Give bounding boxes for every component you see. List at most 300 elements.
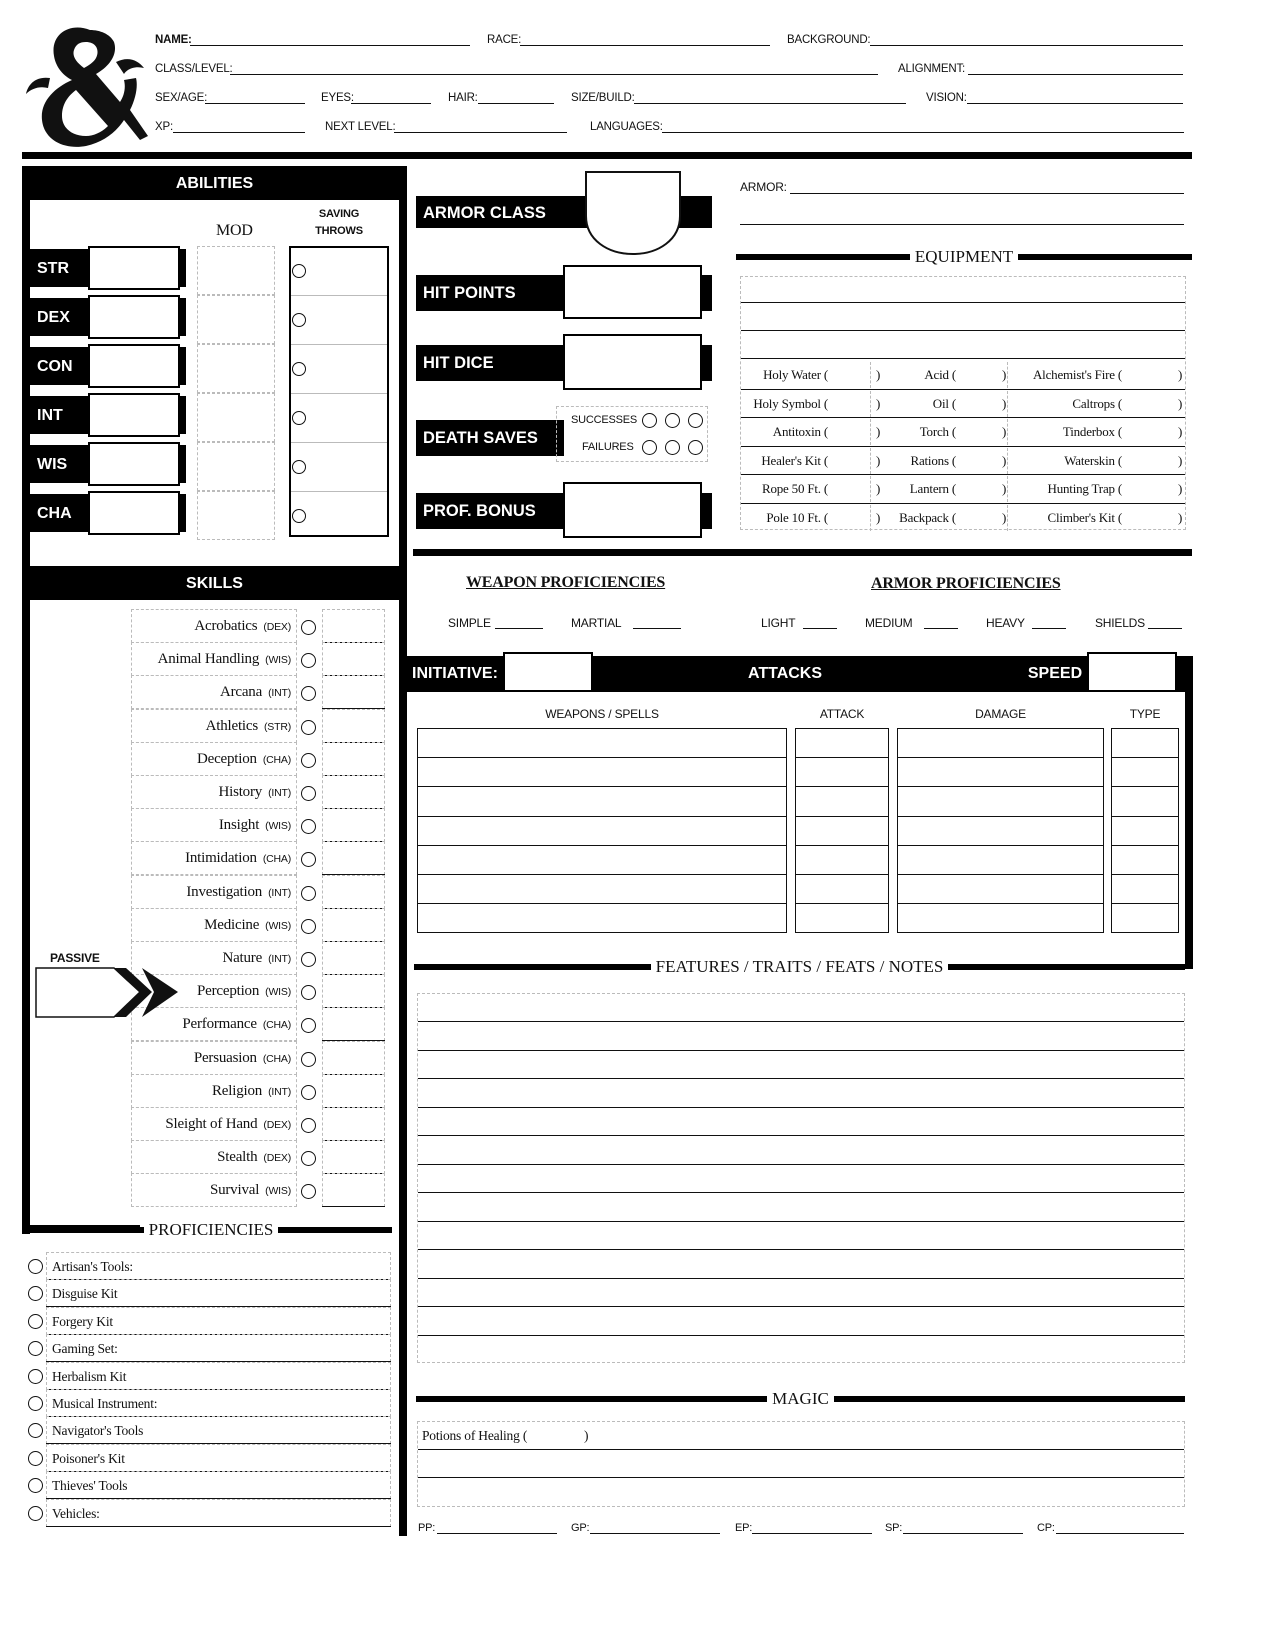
ability-mod-box[interactable] xyxy=(197,442,275,491)
skill-name: Animal Handling xyxy=(157,651,260,668)
saving-throw-divider xyxy=(291,491,387,492)
saving-throw-proficiency-circle[interactable] xyxy=(292,264,306,278)
proficiency-label: Vehicles: xyxy=(52,1505,100,1521)
languages-field[interactable] xyxy=(662,132,1184,133)
skill-label xyxy=(131,719,291,734)
armor-class-shield[interactable] xyxy=(584,170,682,256)
simple-field[interactable] xyxy=(495,628,543,629)
sp-label: SP: xyxy=(885,1522,903,1534)
equipment-close-paren: ) xyxy=(876,424,881,440)
skill-proficiency-circle[interactable] xyxy=(301,686,316,701)
medium-field[interactable] xyxy=(924,628,958,629)
equipment-line-3[interactable] xyxy=(741,358,1185,359)
skill-name: Survival xyxy=(209,1182,260,1199)
skill-bonus-box[interactable] xyxy=(322,1007,385,1041)
equipment-row-line xyxy=(741,503,1185,504)
attack-row-line[interactable] xyxy=(417,845,787,846)
proficiency-circle[interactable] xyxy=(28,1314,43,1329)
skill-label xyxy=(131,619,291,634)
skill-name: Persuasion xyxy=(193,1049,257,1066)
proficiency-label: Thieves' Tools xyxy=(52,1478,128,1494)
skill-label xyxy=(131,1117,291,1132)
equipment-close-paren: ) xyxy=(876,395,881,411)
magic-box xyxy=(417,1421,1185,1507)
attack-row-line[interactable] xyxy=(417,903,787,904)
equipment-item-label[interactable]: Holy Water ( xyxy=(763,367,828,382)
skill-proficiency-circle[interactable] xyxy=(301,985,316,1000)
attack-row-line[interactable] xyxy=(897,816,1104,817)
ep-label: EP: xyxy=(735,1522,753,1534)
feature-line[interactable] xyxy=(418,1078,1184,1079)
equipment-line-1[interactable] xyxy=(741,302,1185,303)
skill-proficiency-circle[interactable] xyxy=(301,1018,316,1033)
attacks-title: ATTACKS xyxy=(747,665,823,682)
skill-ability: (CHA) xyxy=(262,1019,291,1032)
shields-label: SHIELDS xyxy=(1095,616,1145,630)
skill-bonus-underline xyxy=(322,1206,385,1207)
skill-proficiency-circle[interactable] xyxy=(301,1118,316,1133)
skill-proficiency-circle[interactable] xyxy=(301,620,316,635)
equipment-item-label[interactable]: Alchemist's Fire ( xyxy=(1032,367,1122,382)
skill-bonus-box[interactable] xyxy=(322,875,385,909)
heavy-field[interactable] xyxy=(1032,628,1066,629)
proficiencies-heading: PROFICIENCIES xyxy=(30,1221,392,1238)
proficiency-circle[interactable] xyxy=(28,1396,43,1411)
features-box xyxy=(417,993,1185,1363)
skill-bonus-box[interactable] xyxy=(322,808,385,842)
skill-proficiency-circle[interactable] xyxy=(301,819,316,834)
armor-field-1[interactable] xyxy=(790,193,1184,194)
proficiency-label: Disguise Kit xyxy=(52,1286,118,1302)
proficiency-label: Forgery Kit xyxy=(52,1313,113,1329)
skill-proficiency-circle[interactable] xyxy=(301,852,316,867)
equipment-item-label[interactable]: Waterskin ( xyxy=(1064,452,1122,468)
equipment-col-divider xyxy=(1007,362,1008,388)
equipment-item-label[interactable]: Oil ( xyxy=(932,395,956,411)
magic-heading: MAGIC xyxy=(416,1390,1185,1407)
weapons-column-header: WEAPONS / SPELLS xyxy=(545,707,659,721)
equipment-item-label[interactable]: Hunting Trap ( xyxy=(1047,481,1122,497)
simple-label: SIMPLE xyxy=(448,616,491,630)
alignment-field[interactable] xyxy=(968,74,1183,75)
armor-label: ARMOR: xyxy=(740,180,787,194)
skill-bonus-box[interactable] xyxy=(322,841,385,875)
vision-field[interactable] xyxy=(967,103,1183,104)
skill-label xyxy=(131,752,291,767)
gp-field[interactable] xyxy=(590,1533,720,1534)
proficiency-circle[interactable] xyxy=(28,1369,43,1384)
skill-bonus-box[interactable] xyxy=(322,709,385,743)
equipment-close-paren: ) xyxy=(876,367,881,382)
ep-field[interactable] xyxy=(752,1533,872,1534)
hair-field[interactable] xyxy=(478,103,554,104)
ability-mod-box[interactable] xyxy=(197,393,275,442)
hit-dice-box[interactable] xyxy=(563,334,702,390)
skill-name: Intimidation xyxy=(185,850,257,867)
ability-label: DEX xyxy=(37,309,70,326)
magic-line-2[interactable] xyxy=(418,1477,1184,1478)
eyes-label: EYES: xyxy=(321,92,354,104)
skill-bonus-box[interactable] xyxy=(322,675,385,709)
saving-throw-divider xyxy=(291,442,387,443)
proficiency-label: Artisan's Tools: xyxy=(52,1259,133,1274)
speed-box[interactable] xyxy=(1087,652,1177,692)
skill-name: Investigation xyxy=(186,883,263,900)
skill-label xyxy=(131,1084,291,1099)
feature-line[interactable] xyxy=(418,1306,1184,1307)
skill-label xyxy=(131,785,291,800)
skill-proficiency-circle[interactable] xyxy=(301,1085,316,1100)
potions-close-paren: ) xyxy=(584,1428,589,1443)
feature-line[interactable] xyxy=(418,1107,1184,1108)
skill-name: Insight xyxy=(218,817,260,834)
equipment-close-paren: ) xyxy=(1178,367,1183,382)
skill-ability: (INT) xyxy=(268,787,291,799)
feature-line[interactable] xyxy=(418,1335,1184,1336)
feature-line[interactable] xyxy=(418,1164,1184,1165)
skill-label xyxy=(131,1051,291,1066)
skill-name: Deception xyxy=(196,750,257,767)
skill-ability: (DEX) xyxy=(263,621,291,633)
next-level-label: NEXT LEVEL: xyxy=(325,121,396,133)
death-save-failure-1[interactable] xyxy=(642,440,657,455)
skill-label xyxy=(131,652,291,667)
armor-class-bar: ARMOR CLASS xyxy=(416,196,712,228)
race-field[interactable] xyxy=(520,45,770,46)
skill-proficiency-circle[interactable] xyxy=(301,1184,316,1199)
successes-label: SUCCESSES xyxy=(571,414,638,426)
skill-bonus-box[interactable] xyxy=(322,908,385,942)
potions-of-healing-label: Potions of Healing ( xyxy=(422,1428,528,1443)
middle-frame-line xyxy=(399,166,407,1536)
equipment-close-paren: ) xyxy=(876,510,881,525)
equipment-close-paren: ) xyxy=(1178,424,1183,440)
attack-row-line[interactable] xyxy=(795,874,889,875)
attack-row-line[interactable] xyxy=(897,757,1104,758)
attack-row-line[interactable] xyxy=(417,816,787,817)
skill-name: Performance xyxy=(182,1016,257,1033)
equipment-item-label[interactable]: Rope 50 Ft. ( xyxy=(761,481,828,497)
ability-label: CON xyxy=(37,358,73,375)
hair-label: HAIR: xyxy=(448,92,478,104)
attack-row-line[interactable] xyxy=(1111,903,1179,904)
skill-ability: (WIS) xyxy=(265,820,291,833)
armor-field-2[interactable] xyxy=(740,224,1184,225)
equipment-item-label[interactable]: Tinderbox ( xyxy=(1062,424,1122,440)
saving-label-2: THROWS xyxy=(315,225,363,237)
attack-row-line[interactable] xyxy=(1111,786,1179,787)
skill-name: Acrobatics xyxy=(194,618,258,634)
ability-mod-box[interactable] xyxy=(197,295,275,344)
skill-label xyxy=(131,685,291,700)
attack-row-line[interactable] xyxy=(897,786,1104,787)
proficiency-circle[interactable] xyxy=(28,1506,43,1521)
equipment-col-divider xyxy=(870,505,871,531)
attack-row-line[interactable] xyxy=(897,845,1104,846)
ability-label: WIS xyxy=(37,456,68,473)
class-level-field[interactable] xyxy=(230,74,878,75)
saving-throw-proficiency-circle[interactable] xyxy=(292,313,306,327)
feature-line[interactable] xyxy=(418,1021,1184,1022)
skill-bonus-box[interactable] xyxy=(322,1041,385,1075)
skill-proficiency-circle[interactable] xyxy=(301,653,316,668)
cp-label: CP: xyxy=(1037,1522,1055,1534)
attacks-frame-right xyxy=(1185,656,1193,969)
proficiency-label: Musical Instrument: xyxy=(52,1396,158,1411)
skill-proficiency-circle[interactable] xyxy=(301,1151,316,1166)
failures-label: FAILURES xyxy=(582,441,634,453)
pp-label: PP: xyxy=(418,1522,436,1534)
equipment-item-label[interactable]: Antitoxin ( xyxy=(772,424,828,440)
ability-label: CHA xyxy=(37,505,72,522)
saving-throw-proficiency-circle[interactable] xyxy=(292,362,306,376)
death-save-success-1[interactable] xyxy=(642,413,657,428)
skill-proficiency-circle[interactable] xyxy=(301,720,316,735)
light-field[interactable] xyxy=(803,628,837,629)
equipment-close-paren: ) xyxy=(1178,510,1183,525)
skill-name: History xyxy=(218,784,263,800)
passive-perception-arrow[interactable] xyxy=(34,966,179,1020)
skill-name: Stealth xyxy=(217,1149,258,1166)
death-save-failure-3[interactable] xyxy=(688,440,703,455)
skill-ability: (CHA) xyxy=(262,853,291,866)
skill-name: Athletics xyxy=(205,717,258,734)
feature-line[interactable] xyxy=(418,1192,1184,1193)
ability-score-box[interactable] xyxy=(88,442,180,486)
languages-label: LANGUAGES: xyxy=(590,121,663,133)
skill-proficiency-circle[interactable] xyxy=(301,952,316,967)
death-save-success-2[interactable] xyxy=(665,413,680,428)
pp-field[interactable] xyxy=(437,1533,557,1534)
ability-score-box[interactable] xyxy=(88,491,180,535)
death-save-success-3[interactable] xyxy=(688,413,703,428)
equipment-row-line xyxy=(741,474,1185,475)
death-saves-bar: DEATH SAVES xyxy=(416,420,564,456)
equipment-close-paren: ) xyxy=(1002,367,1007,382)
skill-ability: (INT) xyxy=(268,1085,291,1098)
skill-name: Sleight of Hand xyxy=(165,1116,258,1132)
medium-label: MEDIUM xyxy=(865,616,913,630)
equipment-close-paren: ) xyxy=(1002,395,1007,411)
attack-row-line[interactable] xyxy=(1111,845,1179,846)
equipment-heading: EQUIPMENT xyxy=(736,248,1192,265)
name-field[interactable] xyxy=(190,45,470,46)
attack-row-line[interactable] xyxy=(417,786,787,787)
next-level-field[interactable] xyxy=(394,132,567,133)
ability-mod-box[interactable] xyxy=(197,491,275,540)
skill-proficiency-circle[interactable] xyxy=(301,886,316,901)
abilities-title: ABILITIES xyxy=(175,175,254,192)
ability-label: INT xyxy=(37,407,63,424)
equipment-item-label[interactable]: Lantern ( xyxy=(909,481,956,497)
equipment-col-divider xyxy=(1007,505,1008,531)
ampersand-dragon-logo xyxy=(20,22,150,150)
armor-proficiencies-title: ARMOR PROFICIENCIES xyxy=(871,575,1061,592)
proficiency-label: Poisoner's Kit xyxy=(52,1450,125,1466)
initiative-box[interactable] xyxy=(503,652,593,692)
proficiency-underline[interactable] xyxy=(46,1526,391,1527)
shields-field[interactable] xyxy=(1148,628,1182,629)
features-heading: FEATURES / TRAITS / FEATS / NOTES xyxy=(414,958,1185,975)
size-build-label: SIZE/BUILD: xyxy=(571,92,635,104)
prof-bonus-box[interactable] xyxy=(563,482,702,538)
equipment-col-divider xyxy=(870,362,871,388)
attack-row-line[interactable] xyxy=(1111,874,1179,875)
skill-bonus-box[interactable] xyxy=(322,1074,385,1108)
magic-line-1[interactable] xyxy=(418,1449,1184,1450)
equipment-col-divider xyxy=(870,391,871,417)
xp-field[interactable] xyxy=(173,132,305,133)
alignment-label: ALIGNMENT: xyxy=(898,63,966,75)
prof-bonus-bar: PROF. BONUS xyxy=(416,493,712,529)
ability-score-box[interactable] xyxy=(88,246,180,290)
skill-proficiency-circle[interactable] xyxy=(301,786,316,801)
skill-name: Perception xyxy=(197,983,260,1000)
saving-throw-divider xyxy=(291,295,387,296)
skill-proficiency-circle[interactable] xyxy=(301,919,316,934)
initiative-label: INITIATIVE: xyxy=(412,665,498,682)
ability-mod-box[interactable] xyxy=(197,246,275,295)
skill-bonus-box[interactable] xyxy=(322,742,385,776)
race-label: RACE: xyxy=(487,34,522,46)
saving-throw-proficiency-circle[interactable] xyxy=(292,411,306,425)
size-build-field[interactable] xyxy=(634,103,906,104)
skill-bonus-box[interactable] xyxy=(322,941,385,975)
equipment-close-paren: ) xyxy=(1002,510,1007,525)
saving-throw-divider xyxy=(291,344,387,345)
feature-line[interactable] xyxy=(418,1135,1184,1136)
gp-label: GP: xyxy=(571,1522,590,1534)
eyes-field[interactable] xyxy=(351,103,431,104)
skill-ability: (CHA) xyxy=(262,1052,291,1065)
feature-line[interactable] xyxy=(418,1221,1184,1222)
equipment-col-divider xyxy=(870,448,871,474)
feature-line[interactable] xyxy=(418,1050,1184,1051)
skill-label xyxy=(131,1150,291,1165)
feature-line[interactable] xyxy=(418,1249,1184,1250)
ability-score-box[interactable] xyxy=(88,344,180,388)
skill-ability: (INT) xyxy=(268,953,291,965)
equipment-item-label[interactable]: Acid ( xyxy=(924,367,956,382)
skill-name: Religion xyxy=(212,1082,263,1099)
attack-row-line[interactable] xyxy=(795,816,889,817)
heavy-label: HEAVY xyxy=(986,616,1025,630)
equipment-item-label[interactable]: Torch ( xyxy=(919,424,956,440)
equipment-item-label[interactable]: Pole 10 Ft. ( xyxy=(766,510,828,525)
cp-field[interactable] xyxy=(1056,1533,1184,1534)
left-frame-line xyxy=(22,166,30,1234)
skill-ability: (DEX) xyxy=(263,1119,291,1131)
hit-points-box[interactable] xyxy=(563,265,702,319)
sex-age-label: SEX/AGE: xyxy=(155,92,208,104)
equipment-col-divider xyxy=(870,476,871,502)
equipment-item-label[interactable]: Caltrops ( xyxy=(1072,395,1122,411)
skill-label xyxy=(131,918,291,933)
attack-row-line[interactable] xyxy=(897,903,1104,904)
equipment-row-line xyxy=(741,446,1185,447)
proficiency-circle[interactable] xyxy=(28,1286,43,1301)
attack-row-line[interactable] xyxy=(417,874,787,875)
equipment-col-divider xyxy=(1007,476,1008,502)
attack-row-line[interactable] xyxy=(1111,757,1179,758)
skill-label xyxy=(131,951,291,966)
type-column-header: TYPE xyxy=(1129,707,1161,721)
equipment-line-2[interactable] xyxy=(741,330,1185,331)
proficiency-circle[interactable] xyxy=(28,1478,43,1493)
skill-bonus-box[interactable] xyxy=(322,974,385,1008)
light-label: LIGHT xyxy=(761,616,796,630)
skill-bonus-box[interactable] xyxy=(322,1140,385,1174)
skill-label xyxy=(131,1183,291,1198)
background-field[interactable] xyxy=(870,45,1183,46)
skill-label xyxy=(131,818,291,833)
equipment-item-label[interactable]: Climber's Kit ( xyxy=(1047,510,1122,525)
skill-bonus-box[interactable] xyxy=(322,609,385,643)
saving-throw-proficiency-circle[interactable] xyxy=(292,509,306,523)
sp-field[interactable] xyxy=(903,1533,1023,1534)
skill-ability: (CHA) xyxy=(262,753,291,766)
skills-title: SKILLS xyxy=(186,575,243,592)
skill-bonus-box[interactable] xyxy=(322,642,385,676)
martial-field[interactable] xyxy=(633,628,681,629)
saving-throw-proficiency-circle[interactable] xyxy=(292,460,306,474)
mod-column-label: MOD xyxy=(216,222,253,239)
attack-row-line[interactable] xyxy=(897,874,1104,875)
feature-line[interactable] xyxy=(418,1278,1184,1279)
skill-ability: (STR) xyxy=(264,720,291,733)
skill-name: Nature xyxy=(222,950,263,966)
proficiency-circle[interactable] xyxy=(28,1423,43,1438)
attack-column-header: ATTACK xyxy=(819,707,865,721)
proficiency-circle[interactable] xyxy=(28,1259,43,1274)
equipment-item-label[interactable]: Backpack ( xyxy=(899,510,956,525)
skill-ability: (DEX) xyxy=(263,1152,291,1165)
death-save-failure-2[interactable] xyxy=(665,440,680,455)
equipment-item-label[interactable]: Healer's Kit ( xyxy=(761,452,828,468)
skill-bonus-box[interactable] xyxy=(322,1107,385,1141)
proficiency-circle[interactable] xyxy=(28,1341,43,1356)
proficiency-label: Herbalism Kit xyxy=(52,1368,127,1384)
skill-proficiency-circle[interactable] xyxy=(301,753,316,768)
saving-label-1: SAVING xyxy=(318,208,360,220)
equipment-item-label[interactable]: Rations ( xyxy=(910,452,956,468)
weapon-proficiencies-title: WEAPON PROFICIENCIES xyxy=(466,574,666,591)
ability-score-box[interactable] xyxy=(88,393,180,437)
attack-row-line[interactable] xyxy=(417,757,787,758)
background-label: BACKGROUND: xyxy=(787,34,871,46)
equipment-close-paren: ) xyxy=(1178,395,1183,411)
skill-ability: (WIS) xyxy=(265,1185,291,1198)
attack-row-line[interactable] xyxy=(1111,816,1179,817)
skill-ability: (WIS) xyxy=(265,654,291,667)
name-label: NAME: xyxy=(155,34,192,46)
skill-proficiency-circle[interactable] xyxy=(301,1052,316,1067)
hit-points-bar: HIT POINTS xyxy=(416,275,712,311)
attack-row-line[interactable] xyxy=(795,903,889,904)
equipment-item-label[interactable]: Holy Symbol ( xyxy=(753,395,828,411)
sex-age-field[interactable] xyxy=(205,103,305,104)
attack-row-line[interactable] xyxy=(795,757,889,758)
attack-row-line[interactable] xyxy=(795,786,889,787)
proficiency-label: Navigator's Tools xyxy=(52,1423,144,1439)
skill-bonus-box[interactable] xyxy=(322,775,385,809)
header-divider xyxy=(22,152,1192,159)
ability-mod-box[interactable] xyxy=(197,344,275,393)
proficiency-circle[interactable] xyxy=(28,1451,43,1466)
ability-score-box[interactable] xyxy=(88,295,180,339)
skill-bonus-box[interactable] xyxy=(322,1173,385,1207)
attack-row-line[interactable] xyxy=(795,845,889,846)
